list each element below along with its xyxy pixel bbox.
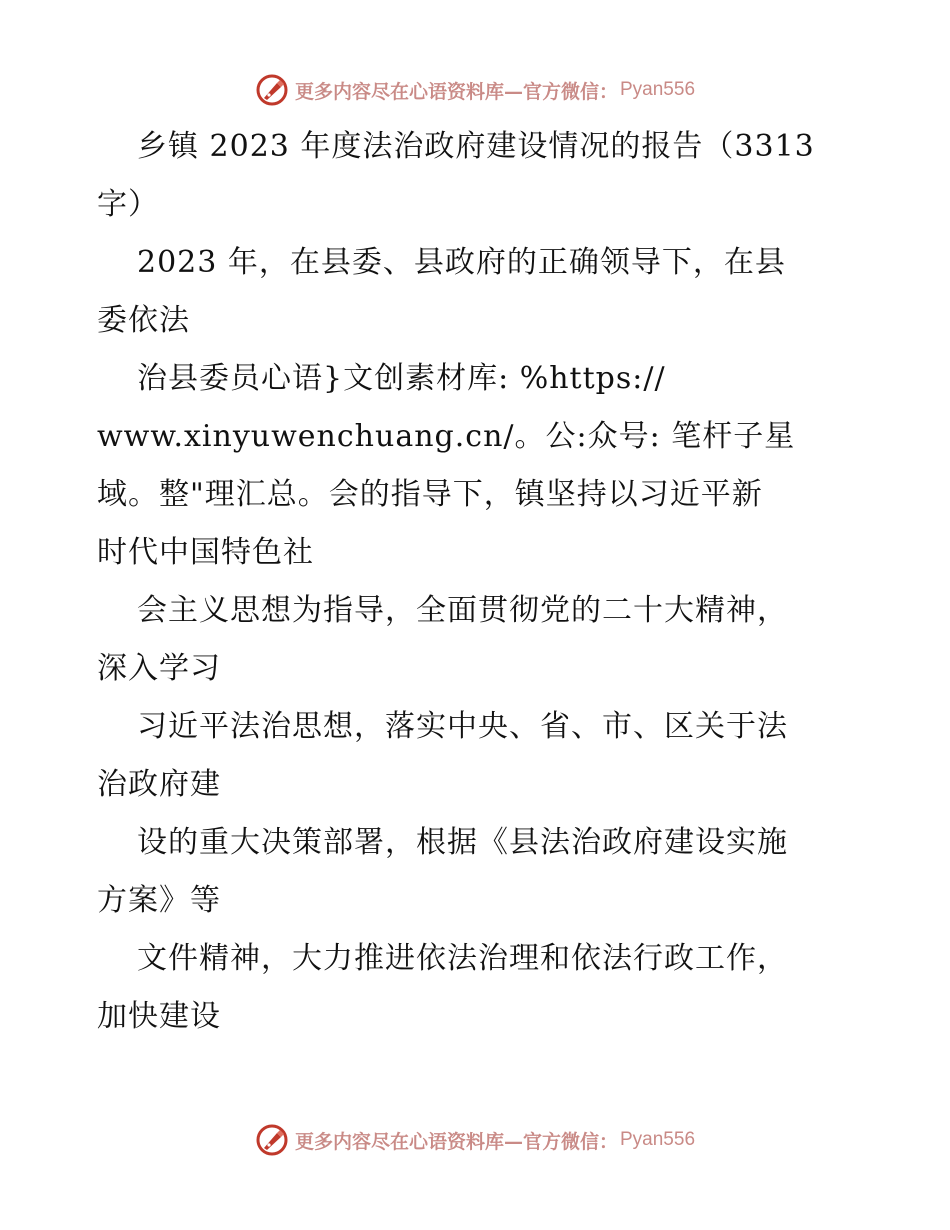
banner-text: 更多内容尽在心语资料库—官方微信：: [294, 80, 618, 103]
document-line: 治县委员心语}文创素材库: %https://: [137, 361, 666, 396]
document-line: 文件精神，大力推进依法治理和依法行政工作，: [137, 941, 788, 976]
document-line: 深入学习: [97, 651, 221, 686]
banner-contact: Pyan556: [620, 1129, 696, 1150]
pen-nib-logo-icon: [255, 1123, 289, 1157]
document-line: 委依法: [97, 303, 190, 338]
banner-contact: Pyan556: [620, 79, 696, 100]
document-line: 时代中国特色社: [97, 535, 314, 570]
document-line: 会主义思想为指导，全面贯彻党的二十大精神，: [137, 593, 788, 628]
document-line: www.xinyuwenchuang.cn/。公:众号: 笔杆子星: [97, 419, 796, 454]
document-line: 加快建设: [97, 999, 221, 1034]
document-body: [97, 118, 862, 1046]
pen-nib-logo-icon: [255, 73, 289, 107]
document-line: 乡镇 2023 年度法治政府建设情况的报告（3313: [137, 129, 815, 164]
document-line: 设的重大决策部署，根据《县法治政府建设实施: [137, 825, 788, 860]
document-line: 习近平法治思想，落实中央、省、市、区关于法: [137, 709, 788, 744]
document-line: 域。整"理汇总。会的指导下，镇坚持以习近平新: [97, 477, 763, 512]
document-line: 字）: [97, 187, 159, 222]
document-line: 方案》等: [97, 883, 221, 918]
document-line: 2023 年，在县委、县政府的正确领导下，在县: [137, 245, 786, 280]
document-line: 治政府建: [97, 767, 221, 802]
footer-watermark-banner: [0, 1120, 950, 1160]
header-watermark-banner: [0, 70, 950, 110]
banner-text: 更多内容尽在心语资料库—官方微信：: [294, 1130, 618, 1153]
